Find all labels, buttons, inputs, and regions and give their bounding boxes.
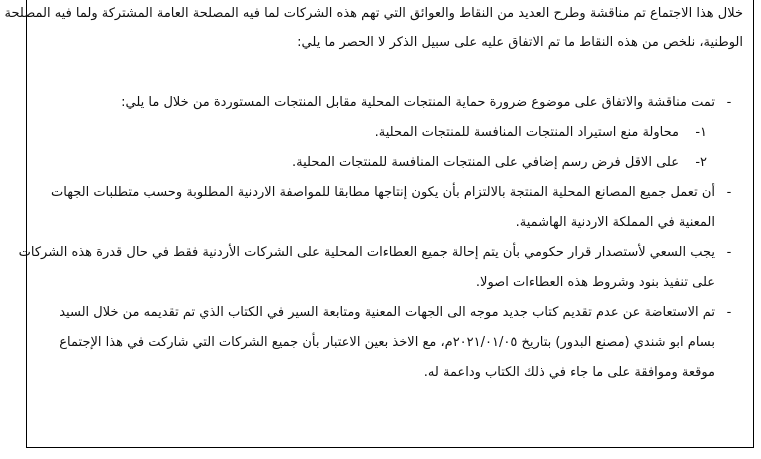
sub-item-text: محاولة منع استيراد المنتجات المنافسة للمنتجات المحلية. [374,125,679,140]
document-frame [4,0,754,448]
bullet-item [35,298,743,388]
bullet-line: بسام ابو شندي (مصنع البدور) بتاريخ ٢٠٢١/٠١/٠٥م، مع الاخذ بعين الاعتبار بأن جميع الشركات التي شاركت في هذا الإجتماع [59,335,715,350]
bullet-item [35,178,743,238]
bullet-body [35,178,715,238]
bullet-line: تمت مناقشة والاتفاق على موضوع ضرورة حماية المنتجات المحلية مقابل المنتجات المستوردة من خلال ما يلي: [121,95,715,110]
sub-item-number: ١- [695,125,707,140]
sub-item [35,118,715,148]
bullet-body [35,298,715,388]
sub-item-number: ٢- [695,155,707,170]
bullet-line: يجب السعي لأستصدار قرار حكومي بأن يتم إحالة جميع العطاءات المحلية على الشركات الأردنية فقط في حال قدرة هذه الشركات [18,245,715,260]
bullet-line: على تنفيذ بنود وشروط هذه العطاءات اصولا. [475,275,715,290]
bullet-dash-icon: - [726,95,732,110]
bullet-dash-icon: - [726,245,732,260]
bullet-dash-icon: - [726,185,732,200]
bullet-line: أن تعمل جميع المصانع المحلية المنتجة بالالتزام بأن يكون إنتاجها مطابقا للمواصفة الاردنية المطلوبة وحسب متطلبات الجهات [51,185,715,200]
intro-line: خلال هذا الاجتماع تم مناقشة وطرح العديد من النقاط والعوائق التي تهم هذه الشركات لما فيه المصلحة العامة المشتركة ولما فيه المصلحة [4,6,743,21]
document-content [4,0,753,388]
intro-line: الوطنية، نلخص من هذه النقاط ما تم الاتفاق عليه على سبيل الذكر لا الحصر ما يلي: [297,35,743,50]
sub-item-text: على الاقل فرض رسم إضافي على المنتجات المنافسة للمنتجات المحلية. [292,155,679,170]
bullet-body [19,238,715,298]
bullet-body [35,88,715,178]
sub-item [35,148,715,178]
intro-paragraph [4,0,743,58]
bullet-line: تم الاستعاضة عن عدم تقديم كتاب جديد موجه الى الجهات المعنية ومتابعة السير في الكتاب الذي تم تقديمه من خلال السيد [59,305,715,320]
bullet-line: المعنية في المملكة الاردنية الهاشمية. [515,215,715,230]
bullet-item [35,88,743,178]
bullet-line: موقعة وموافقة على ما جاء في ذلك الكتاب وداعمة له. [423,365,715,380]
bullet-dash-icon: - [726,305,732,320]
paragraph-spacer [35,58,743,88]
bullet-item [18,238,743,298]
